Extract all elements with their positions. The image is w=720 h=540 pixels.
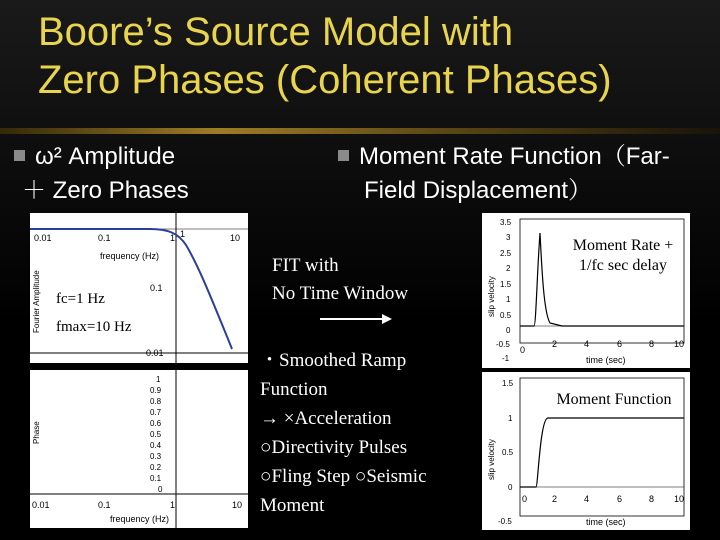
phase-ylabel: Phase xyxy=(32,421,41,444)
list-line-3: → ×Acceleration xyxy=(260,408,392,429)
bullet-moment-rate xyxy=(338,140,718,208)
rate-ytick-2: 2.5 xyxy=(500,249,512,258)
rate-xtick-5: 10 xyxy=(674,339,685,349)
moment-annotation: Moment Function xyxy=(556,391,672,408)
moment-xtick-2: 4 xyxy=(584,494,590,504)
effects-list xyxy=(260,346,484,520)
rate-annotation xyxy=(548,236,698,276)
phase-ytick-1: 0.9 xyxy=(150,386,162,395)
rate-ytick-8: -0.5 xyxy=(496,340,510,349)
moment-ytick-4: -0.5 xyxy=(498,517,512,526)
phase-xtick-3: 10 xyxy=(232,500,243,510)
fit-label xyxy=(272,252,408,308)
rate-xtick-2: 4 xyxy=(584,339,590,349)
rate-ytick-1: 3 xyxy=(506,233,511,242)
rate-ytick-5: 1 xyxy=(506,295,511,304)
rate-ytick-0: 3.5 xyxy=(500,218,512,227)
rate-ytick-4: 1.5 xyxy=(500,280,512,289)
rate-xtick-0: 0 xyxy=(520,345,526,355)
amp-tick-3: 10 xyxy=(230,233,241,243)
phase-ytick-0: 1 xyxy=(156,375,161,384)
phase-ytick-4: 0.6 xyxy=(150,419,162,428)
phase-ytick-5: 0.5 xyxy=(150,430,162,439)
phase-ytick-10: 0 xyxy=(158,485,163,494)
fit-line-1: FIT with xyxy=(272,255,339,276)
rate-ytick-3: 2 xyxy=(506,264,511,273)
phase-xtick-1: 0.1 xyxy=(98,500,111,510)
phase-xtick-0: 0.01 xyxy=(32,500,50,510)
rate-annotation-line1: Moment Rate + xyxy=(572,237,674,254)
right-arrow-icon xyxy=(320,312,392,326)
list-line-1: ・Smoothed Ramp xyxy=(260,350,407,371)
phase-ytick-9: 0.1 xyxy=(150,474,162,483)
bullet-left-line2: ＋ Zero Phases xyxy=(22,177,189,204)
moment-ytick-1: 1 xyxy=(508,414,513,423)
amp-ylabel: Fourier Amplitude xyxy=(32,270,41,333)
rate-xtick-3: 6 xyxy=(617,339,623,349)
rate-xtick-1: 2 xyxy=(552,339,558,349)
moment-ylabel: slip velocity xyxy=(487,439,496,480)
phase-ytick-8: 0.2 xyxy=(150,463,162,472)
rate-ytick-7: 0 xyxy=(506,326,511,335)
moment-xtick-5: 10 xyxy=(674,494,685,504)
note-fmax: fmax=10 Hz xyxy=(56,319,132,335)
note-fc: fc=1 Hz xyxy=(56,291,105,307)
bullet-square-icon xyxy=(14,150,25,161)
bullet-amplitude xyxy=(14,140,274,208)
title-line-1: Boore’s Source Model with xyxy=(38,10,514,54)
moment-ytick-3: 0 xyxy=(508,483,513,492)
slide-title xyxy=(38,8,708,104)
list-line-2: Function xyxy=(260,379,328,400)
rate-ytick-6: 0.5 xyxy=(500,311,512,320)
amp-tick-1: 0.1 xyxy=(98,233,111,243)
bullet-right-line2: Field Displacement） xyxy=(364,177,593,204)
phase-ytick-2: 0.8 xyxy=(150,397,162,406)
phase-ytick-6: 0.4 xyxy=(150,441,162,450)
fit-line-2: No Time Window xyxy=(272,283,409,304)
rate-xlabel: time (sec) xyxy=(586,355,626,365)
moment-xtick-1: 2 xyxy=(552,494,558,504)
phase-ytick-7: 0.3 xyxy=(150,452,162,461)
list-line-6: Moment xyxy=(260,495,325,516)
phase-ytick-3: 0.7 xyxy=(150,408,162,417)
list-line-5: ○Fling Step ○Seismic xyxy=(260,466,427,487)
rate-xtick-4: 8 xyxy=(649,339,655,349)
amp-rtick-3: 0.01 xyxy=(146,348,164,358)
moment-ytick-0: 1.5 xyxy=(502,379,514,388)
title-divider xyxy=(0,128,720,134)
rate-ytick-9: -1 xyxy=(502,354,510,363)
list-line-4: ○Directivity Pulses xyxy=(260,437,408,458)
amp-tick-0: 0.01 xyxy=(34,233,52,243)
rate-annotation-line2: 1/fc sec delay xyxy=(579,257,667,274)
phase-xtick-2: 1 xyxy=(170,500,176,510)
bullet-square-icon xyxy=(338,150,349,161)
amp-xlabel: frequency (Hz) xyxy=(100,251,160,261)
amp-rtick-1: 1 xyxy=(180,229,186,239)
moment-ytick-2: 0.5 xyxy=(502,448,514,457)
moment-xtick-3: 6 xyxy=(617,494,623,504)
rate-ylabel: slip velocity xyxy=(487,276,496,317)
title-line-2: Zero Phases (Coherent Phases) xyxy=(38,58,612,102)
amplitude-plot xyxy=(30,213,248,363)
moment-xlabel: time (sec) xyxy=(586,517,626,527)
amp-tick-2: 1 xyxy=(170,233,176,243)
phase-plot xyxy=(30,370,248,528)
bullet-right-line1: Moment Rate Function（Far- xyxy=(359,143,670,170)
amp-rtick-2: 0.1 xyxy=(150,283,163,293)
phase-xlabel: frequency (Hz) xyxy=(110,514,170,524)
bullet-left-line1: ω² Amplitude xyxy=(35,143,176,170)
moment-xtick-4: 8 xyxy=(649,494,655,504)
moment-xtick-0: 0 xyxy=(522,494,528,504)
